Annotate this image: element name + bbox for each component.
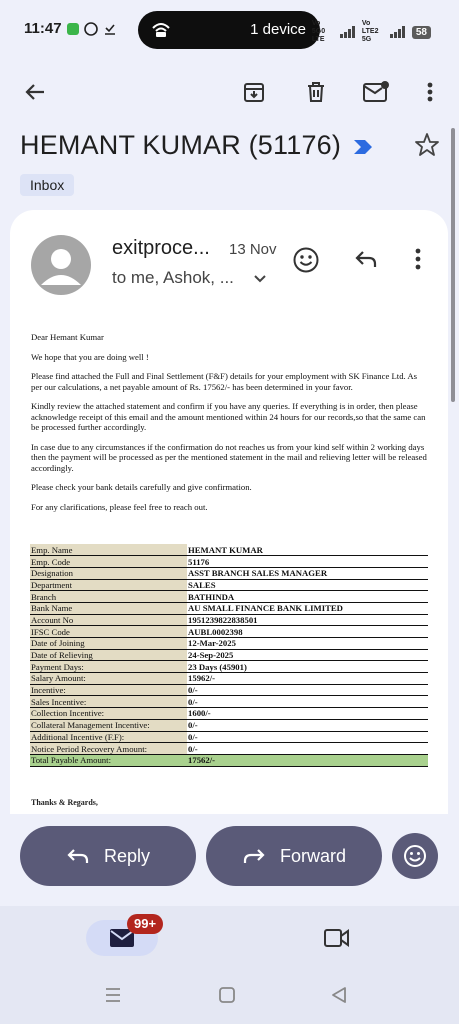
paragraph: Please check your bank details carefully and give confirmation. bbox=[31, 482, 252, 492]
download-done-icon bbox=[104, 22, 116, 36]
sign-off: Thanks & Regards, bbox=[31, 798, 98, 807]
table-value: 15962/- bbox=[187, 673, 428, 685]
signal-icon-2 bbox=[390, 26, 406, 38]
table-value: HEMANT KUMAR bbox=[187, 544, 428, 556]
table-key: Emp. Name bbox=[30, 544, 187, 556]
greeting: Dear Hemant Kumar bbox=[31, 332, 104, 342]
paragraph: Please find attached the Full and Final Settlement (F&F) details for your employment with SK Finance Ltd. As per our calculations, a net payable amount of Rs. 17562/- has been determined in your favor. bbox=[31, 371, 418, 392]
emoji-button[interactable] bbox=[392, 833, 438, 879]
hotspot-icon bbox=[150, 20, 172, 38]
delete-button[interactable] bbox=[302, 78, 330, 106]
archive-button[interactable] bbox=[240, 78, 268, 106]
table-row bbox=[30, 696, 428, 708]
table-value: AU SMALL FINANCE BANK LIMITED bbox=[187, 602, 428, 614]
table-key: Payment Days: bbox=[30, 661, 187, 673]
table-value: AUBL0002398 bbox=[187, 626, 428, 638]
emoji-react-icon[interactable] bbox=[292, 246, 320, 274]
table-value: 12-Mar-2025 bbox=[187, 638, 428, 650]
table-key: Notice Period Recovery Amount: bbox=[30, 743, 187, 755]
table-row bbox=[30, 591, 428, 603]
table-key: Designation bbox=[30, 567, 187, 579]
system-indicators bbox=[312, 20, 431, 44]
mark-unread-icon bbox=[362, 80, 390, 104]
table-key: Branch bbox=[30, 591, 187, 603]
table-key: Additional Incentive (F.F): bbox=[30, 731, 187, 743]
table-row bbox=[30, 544, 428, 556]
more-vert-icon bbox=[426, 80, 434, 104]
table-key: Date of Joining bbox=[30, 638, 187, 650]
home-icon[interactable] bbox=[218, 986, 236, 1004]
video-icon[interactable] bbox=[324, 928, 350, 948]
table-value: 23 Days (45901) bbox=[187, 661, 428, 673]
mark-unread-button[interactable] bbox=[362, 78, 390, 106]
paragraph: We hope that you are doing well ! bbox=[31, 351, 149, 362]
back-button[interactable] bbox=[21, 78, 49, 106]
emoji-icon bbox=[403, 844, 427, 868]
avatar[interactable] bbox=[31, 235, 91, 295]
table-row bbox=[30, 719, 428, 731]
table-value: 1600/- bbox=[187, 708, 428, 720]
importance-icon[interactable] bbox=[352, 138, 374, 156]
table-value: 0/- bbox=[187, 696, 428, 708]
scrollbar[interactable] bbox=[451, 128, 455, 402]
table-row bbox=[30, 567, 428, 579]
paragraph: Kindly review the attached statement and confirm if you have any queries. If everything is in order, then please acknowledge receipt of this email and the amount mentioned within 24 hours for our records,so that the same can be processed further accordingly. bbox=[31, 401, 426, 432]
reply-label: Reply bbox=[103, 845, 151, 866]
table-row bbox=[30, 626, 428, 638]
mail-unread-badge: 99+ bbox=[127, 914, 163, 934]
table-value: 1951239822838501 bbox=[187, 614, 428, 626]
table-key: Account No bbox=[30, 614, 187, 626]
table-row bbox=[30, 614, 428, 626]
table-row bbox=[30, 638, 428, 650]
table-row bbox=[30, 731, 428, 743]
paragraph: In case due to any circumstances if the confirmation do not reaches us from your kind self within 2 working days then the payment will be processed as per the mentioned statement in the mail and relieving letter will be released accordingly. bbox=[31, 441, 427, 473]
table-key: Salary Amount: bbox=[30, 673, 187, 685]
table-value: 24-Sep-2025 bbox=[187, 649, 428, 661]
avatar-icon bbox=[31, 235, 91, 295]
table-key: Department bbox=[30, 579, 187, 591]
email-body bbox=[31, 332, 427, 521]
network-right: Vo LTE2 5G bbox=[361, 20, 379, 43]
forward-button[interactable] bbox=[206, 826, 382, 886]
table-key: Collateral Management Incentive: bbox=[30, 719, 187, 731]
back-nav-icon[interactable] bbox=[330, 986, 348, 1004]
table-key: Collection Incentive: bbox=[30, 708, 187, 720]
whatsapp-icon bbox=[84, 22, 98, 36]
paragraph: For any clarifications, please feel free to reach out. bbox=[31, 501, 208, 512]
table-key: Date of Relieving bbox=[30, 649, 187, 661]
table-key: Sales Incentive: bbox=[30, 696, 187, 708]
table-row bbox=[30, 673, 428, 685]
table-row bbox=[30, 649, 428, 661]
system-navigation bbox=[0, 970, 459, 1024]
status-bar bbox=[0, 0, 459, 62]
table-key: Total Payable Amount: bbox=[30, 754, 187, 766]
message-card bbox=[10, 210, 448, 814]
reply-icon[interactable] bbox=[353, 246, 379, 272]
table-value: SALES bbox=[187, 579, 428, 591]
inbox-label-chip[interactable]: Inbox bbox=[20, 174, 74, 196]
more-options-button[interactable] bbox=[416, 78, 444, 106]
recents-icon[interactable] bbox=[104, 986, 122, 1004]
email-subject: HEMANT KUMAR (51176) bbox=[20, 130, 342, 160]
recipients[interactable]: to me, Ashok, ... bbox=[112, 268, 234, 287]
email-date: 13 Nov bbox=[229, 241, 277, 258]
back-arrow-icon bbox=[23, 80, 47, 104]
device-pill-label: 1 device bbox=[250, 21, 306, 38]
table-row bbox=[30, 684, 428, 696]
table-value: BATHINDA bbox=[187, 591, 428, 603]
chevron-down-icon[interactable] bbox=[252, 270, 268, 286]
email-toolbar bbox=[0, 66, 459, 118]
reply-button[interactable] bbox=[20, 826, 196, 886]
forward-icon bbox=[242, 846, 266, 866]
table-key: Bank Name bbox=[30, 602, 187, 614]
app-notification-icon bbox=[66, 22, 80, 36]
table-row bbox=[30, 743, 428, 755]
table-key: Incentive: bbox=[30, 684, 187, 696]
device-pill[interactable] bbox=[138, 11, 320, 49]
bottom-navigation bbox=[0, 906, 459, 970]
table-key: IFSC Code bbox=[30, 626, 187, 638]
table-row bbox=[30, 579, 428, 591]
table-value: 0/- bbox=[187, 743, 428, 755]
signal-icon bbox=[340, 26, 356, 38]
table-row bbox=[30, 754, 428, 766]
forward-label: Forward bbox=[279, 845, 346, 866]
table-value: 51176 bbox=[187, 556, 428, 568]
table-value: ASST BRANCH SALES MANAGER bbox=[187, 567, 428, 579]
status-time: 11:47 bbox=[24, 20, 62, 37]
settlement-table bbox=[30, 544, 428, 767]
battery-level: 58 bbox=[412, 26, 431, 39]
table-value: 0/- bbox=[187, 731, 428, 743]
reply-button-icon bbox=[66, 846, 90, 866]
table-value: 0/- bbox=[187, 719, 428, 731]
sender-name[interactable]: exitproce... bbox=[112, 237, 210, 259]
table-row bbox=[30, 661, 428, 673]
table-value: 17562/- bbox=[187, 754, 428, 766]
table-row bbox=[30, 556, 428, 568]
message-more-icon[interactable] bbox=[414, 246, 422, 272]
star-icon[interactable] bbox=[414, 132, 440, 158]
table-row bbox=[30, 708, 428, 720]
table-value: 0/- bbox=[187, 684, 428, 696]
table-key: Emp. Code bbox=[30, 556, 187, 568]
delete-icon bbox=[304, 80, 328, 104]
archive-icon bbox=[242, 80, 266, 104]
table-row bbox=[30, 602, 428, 614]
network-left: Vo 5G0 LTE bbox=[311, 20, 326, 43]
